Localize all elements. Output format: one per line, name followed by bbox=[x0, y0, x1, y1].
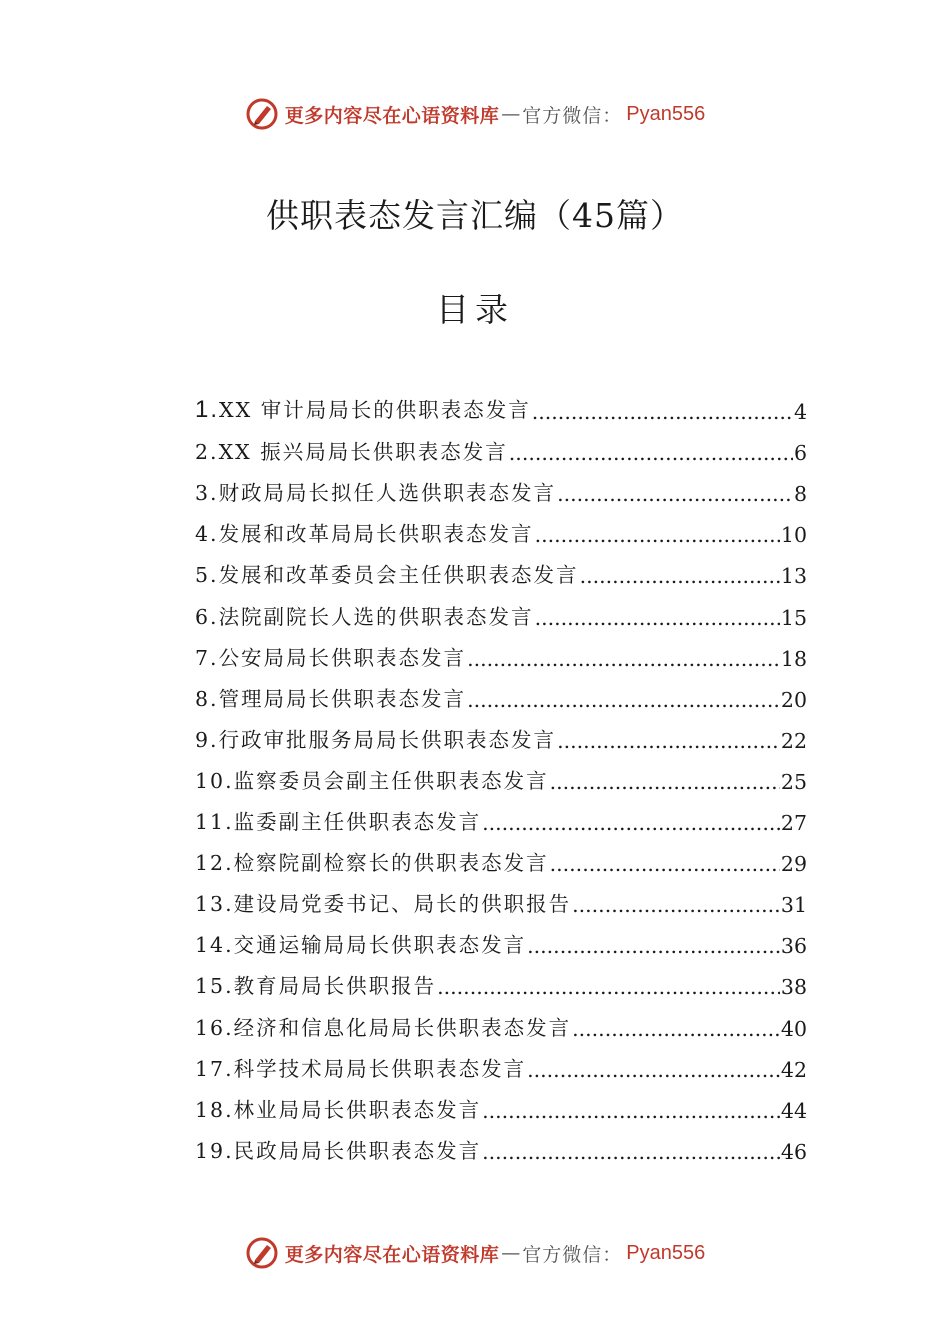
toc-leader-dots bbox=[509, 441, 793, 465]
toc-item-page: 10 bbox=[780, 523, 807, 548]
toc-item[interactable] bbox=[195, 424, 807, 465]
toc-item-number: 11. bbox=[195, 810, 234, 835]
toc-item[interactable] bbox=[195, 1082, 807, 1123]
banner-text: 更多内容尽在心语资料库 bbox=[284, 1243, 500, 1266]
toc-item-text: 林业局局长供职表态发言 bbox=[233, 1097, 482, 1122]
toc-item[interactable] bbox=[195, 958, 807, 999]
toc-item-title bbox=[195, 517, 534, 547]
toc-leader-dots bbox=[467, 647, 780, 671]
toc-item-text: 公安局局长供职表态发言 bbox=[218, 645, 467, 670]
toc-item-number: 13. bbox=[195, 892, 234, 917]
toc-item-text: 科学技术局局长供职表态发言 bbox=[233, 1056, 527, 1081]
banner-separator: — bbox=[501, 103, 521, 125]
toc-leader-dots bbox=[527, 1058, 780, 1082]
toc-item-title bbox=[195, 764, 549, 794]
toc-item-number: 4. bbox=[195, 522, 219, 547]
toc-leader-dots bbox=[572, 1017, 780, 1041]
toc-item-page: 20 bbox=[780, 687, 807, 712]
toc-item-page: 15 bbox=[780, 605, 807, 630]
toc-item-number: 19. bbox=[195, 1138, 234, 1163]
toc-item-text: 监察委员会副主任供职表态发言 bbox=[233, 768, 549, 793]
toc-item-title bbox=[195, 805, 481, 835]
banner-handle: Pyan556 bbox=[626, 102, 706, 125]
toc-leader-dots bbox=[482, 1140, 780, 1164]
toc-item-number: 17. bbox=[195, 1056, 234, 1081]
toc-item[interactable] bbox=[195, 917, 807, 958]
toc-item-title bbox=[195, 558, 579, 588]
toc-item-page: 40 bbox=[780, 1016, 807, 1041]
toc-item-title bbox=[195, 928, 526, 958]
toc-item-text: 经济和信息化局局长供职表态发言 bbox=[233, 1015, 572, 1040]
toc-leader-dots bbox=[437, 975, 780, 999]
toc-item[interactable] bbox=[195, 465, 807, 506]
toc-item-text: 发展和改革委员会主任供职表态发言 bbox=[218, 563, 579, 588]
toc-item[interactable] bbox=[195, 547, 807, 588]
toc-item-text: XX 审计局局长的供职表态发言 bbox=[219, 398, 531, 423]
toc-item-number: 14. bbox=[195, 933, 234, 958]
toc-item[interactable] bbox=[195, 383, 807, 424]
toc-item-title bbox=[195, 435, 508, 465]
toc-heading: 目录 bbox=[436, 290, 514, 329]
toc-leader-dots bbox=[482, 1099, 780, 1123]
toc-item[interactable] bbox=[195, 712, 807, 753]
toc-item-number: 2. bbox=[195, 440, 219, 465]
table-of-contents bbox=[195, 383, 807, 1164]
toc-item-page: 31 bbox=[780, 893, 807, 918]
toc-leader-dots bbox=[572, 893, 780, 917]
footer-banner bbox=[0, 1233, 950, 1273]
toc-item[interactable] bbox=[195, 794, 807, 835]
toc-leader-dots bbox=[527, 934, 780, 958]
toc-leader-dots bbox=[467, 688, 780, 712]
toc-item-title bbox=[195, 393, 531, 424]
toc-item-number: 18. bbox=[195, 1097, 234, 1122]
toc-item[interactable] bbox=[195, 671, 807, 712]
toc-item-page: 22 bbox=[780, 728, 807, 753]
toc-item-title bbox=[195, 600, 534, 630]
toc-item[interactable] bbox=[195, 630, 807, 671]
toc-leader-dots bbox=[550, 770, 780, 794]
banner-text: 更多内容尽在心语资料库 bbox=[284, 104, 500, 127]
toc-item-text: 建设局党委书记、局长的供职报告 bbox=[233, 892, 572, 917]
toc-item-text: XX 振兴局局长供职表态发言 bbox=[218, 440, 508, 465]
toc-item-number: 9. bbox=[195, 727, 219, 752]
banner-handle: Pyan556 bbox=[626, 1241, 706, 1264]
toc-leader-dots bbox=[535, 523, 780, 547]
toc-item-number: 3. bbox=[195, 481, 219, 506]
toc-leader-dots bbox=[550, 852, 780, 876]
banner-separator: — bbox=[501, 1242, 521, 1264]
toc-item-page: 46 bbox=[780, 1139, 807, 1164]
toc-item-title bbox=[195, 476, 556, 506]
toc-item-text: 交通运输局局长供职表态发言 bbox=[233, 933, 527, 958]
toc-item-number: 10. bbox=[195, 768, 234, 793]
toc-item-page: 38 bbox=[780, 975, 807, 1000]
toc-item-number: 5. bbox=[195, 563, 219, 588]
toc-item-number: 7. bbox=[195, 645, 219, 670]
toc-leader-dots bbox=[535, 606, 780, 630]
toc-item-text: 检察院副检察长的供职表态发言 bbox=[233, 851, 549, 876]
document-title: 供职表态发言汇编（45篇） bbox=[266, 196, 684, 235]
toc-leader-dots bbox=[557, 729, 780, 753]
toc-item-page: 36 bbox=[780, 934, 807, 959]
toc-item-title bbox=[195, 1052, 526, 1082]
toc-item-number: 6. bbox=[195, 604, 219, 629]
toc-item-title bbox=[195, 723, 556, 753]
toc-item-page: 6 bbox=[793, 441, 807, 466]
toc-item[interactable] bbox=[195, 588, 807, 629]
toc-item-number: 15. bbox=[195, 974, 234, 999]
toc-item-page: 13 bbox=[780, 564, 807, 589]
toc-item-text: 教育局局长供职报告 bbox=[233, 974, 437, 999]
toc-item[interactable] bbox=[195, 835, 807, 876]
toc-item-title bbox=[195, 1134, 481, 1164]
toc-item-title bbox=[195, 1093, 481, 1123]
banner-label: 官方微信： bbox=[522, 1243, 623, 1266]
toc-leader-dots bbox=[557, 482, 793, 506]
toc-item[interactable] bbox=[195, 506, 807, 547]
toc-item-text: 监委副主任供职表态发言 bbox=[233, 810, 482, 835]
banner-label: 官方微信： bbox=[522, 104, 623, 127]
pen-logo-icon bbox=[245, 1236, 279, 1270]
toc-item-text: 发展和改革局局长供职表态发言 bbox=[218, 522, 534, 547]
toc-item-text: 民政局局长供职表态发言 bbox=[233, 1138, 482, 1163]
toc-item-title bbox=[195, 682, 466, 712]
toc-item[interactable] bbox=[195, 1123, 807, 1164]
toc-item[interactable] bbox=[195, 753, 807, 794]
toc-leader-dots bbox=[580, 564, 780, 588]
toc-item-number: 16. bbox=[195, 1015, 234, 1040]
toc-item-text: 管理局局长供职表态发言 bbox=[218, 686, 467, 711]
toc-item-title bbox=[195, 969, 436, 999]
toc-item-text: 法院副院长人选的供职表态发言 bbox=[218, 604, 534, 629]
toc-item-page: 25 bbox=[780, 769, 807, 794]
toc-leader-dots bbox=[532, 400, 793, 424]
toc-item-page: 42 bbox=[780, 1057, 807, 1082]
toc-item-page: 44 bbox=[780, 1098, 807, 1123]
toc-item-page: 4 bbox=[793, 400, 807, 425]
pen-logo-icon bbox=[245, 97, 279, 131]
toc-item-page: 27 bbox=[780, 811, 807, 836]
header-banner bbox=[0, 94, 950, 134]
toc-item-page: 18 bbox=[780, 646, 807, 671]
toc-item-title bbox=[195, 846, 549, 876]
toc-item[interactable] bbox=[195, 1041, 807, 1082]
toc-item-number: 8. bbox=[195, 686, 219, 711]
toc-item-title bbox=[195, 1011, 571, 1041]
toc-item-number: 1. bbox=[195, 396, 220, 424]
toc-item-text: 财政局局长拟任人选供职表态发言 bbox=[218, 481, 557, 506]
toc-item-title bbox=[195, 887, 571, 917]
toc-leader-dots bbox=[482, 811, 780, 835]
toc-item-text: 行政审批服务局局长供职表态发言 bbox=[218, 727, 557, 752]
toc-item-title bbox=[195, 641, 466, 671]
toc-item[interactable] bbox=[195, 999, 807, 1040]
toc-item-page: 8 bbox=[793, 482, 807, 507]
toc-item[interactable] bbox=[195, 876, 807, 917]
toc-item-page: 29 bbox=[780, 852, 807, 877]
toc-item-number: 12. bbox=[195, 851, 234, 876]
